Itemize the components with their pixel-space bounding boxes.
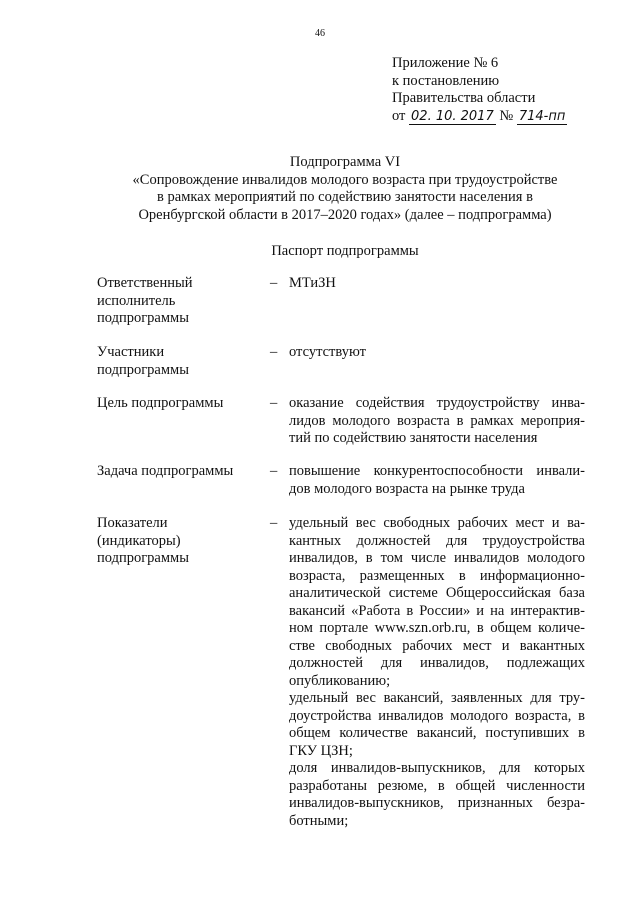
row-value	[289, 275, 585, 293]
row-value-line: вакансий «Работа в России» и на интерактив-	[289, 602, 585, 619]
row-value-line: отсутствуют	[289, 344, 366, 360]
row-value-line: разработаны резюме, в общей численности	[289, 777, 585, 794]
row-value-line: тий по содействию занятости населения	[289, 430, 538, 446]
appendix-header	[392, 55, 567, 125]
row-dash: –	[270, 515, 278, 531]
row-value-line: оказание содействия трудоустройству инва-	[289, 395, 585, 411]
row-value-line: инвалидов-выпускников, признанных безра-	[289, 795, 585, 811]
row-value-line: ботными;	[289, 812, 349, 829]
appendix-date-line	[392, 108, 567, 126]
row-value-line: общем количестве вакансий, поступивших в	[289, 725, 585, 741]
row-label	[97, 395, 262, 413]
row-dash: –	[270, 344, 278, 360]
row-label	[97, 463, 262, 481]
row-dash: –	[270, 463, 278, 479]
row-value-line: должностей для инвалидов, подлежащих	[289, 655, 585, 671]
row-label	[97, 344, 262, 379]
number-prefix: №	[499, 107, 514, 124]
row-value	[289, 344, 585, 362]
row-dash: –	[270, 395, 278, 411]
row-value-line: дов молодого возраста на рынке труда	[289, 480, 525, 497]
row-value	[289, 395, 585, 448]
row-value-line: кантных должностей для трудоустройства	[289, 532, 585, 549]
row-value-line: аналитической системе Общероссийская база	[289, 585, 585, 601]
row-label-line: (индикаторы)	[97, 532, 181, 549]
row-value-line: опубликованию;	[289, 672, 391, 689]
title-line-1: Подпрограмма VI	[289, 154, 401, 170]
row-value-line: лидов молодого возраста в рамках мероприя-	[289, 412, 585, 429]
row-label-line: подпрограммы	[97, 361, 189, 378]
row-label-line: Участники	[97, 344, 165, 360]
row-value-line: доустройства инвалидов молодого возраста, в	[289, 707, 585, 724]
title-line-3: в рамках мероприятий по содействию занятости населения в	[157, 189, 533, 205]
title-line-4: Оренбургской области в 2017–2020 годах» (далее – подпрограмма)	[138, 206, 552, 223]
row-value-line: возраста, размещенных в информационно-	[289, 567, 585, 584]
passport-title: Паспорт подпрограммы	[271, 243, 419, 259]
appendix-line-2: к постановлению	[392, 72, 500, 89]
date-prefix: от	[392, 107, 406, 124]
row-value-line: МТиЗН	[289, 275, 336, 291]
row-dash: –	[270, 275, 278, 291]
row-value-line: удельный вес свободных рабочих мест и ва-	[289, 515, 585, 531]
handwritten-number: 714-пп	[518, 108, 566, 124]
row-label-line: подпрограммы	[97, 550, 189, 566]
page-number: 46	[315, 28, 325, 39]
row-value-line: ном портале www.szn.orb.ru, в общем количе-	[289, 620, 585, 636]
row-value-line: стве свободных рабочих мест и вакантных	[289, 637, 585, 654]
row-label-line: подпрограммы	[97, 310, 189, 326]
appendix-line-1: Приложение № 6	[392, 55, 499, 71]
row-label-line: Цель подпрограммы	[97, 395, 224, 411]
row-label-line: Ответственный	[97, 275, 193, 291]
row-label	[97, 275, 262, 328]
row-label	[97, 515, 262, 568]
title-line-2: «Сопровождение инвалидов молодого возраста при трудоустройстве	[132, 171, 558, 188]
row-value-line: повышение конкурентоспособности инвали-	[289, 463, 585, 479]
appendix-line-3: Правительства области	[392, 90, 536, 106]
row-value-line: доля инвалидов-выпускников, для которых	[289, 760, 585, 776]
row-label-line: Показатели	[97, 515, 168, 531]
handwritten-date: 02. 10. 2017	[411, 108, 494, 124]
row-value	[289, 515, 585, 830]
row-label-line: Задача подпрограммы	[97, 463, 234, 479]
row-value-line: инвалидов, в том числе инвалидов молодого	[289, 550, 585, 566]
row-value	[289, 463, 585, 498]
subprogram-title	[100, 154, 590, 224]
row-value-line: удельный вес вакансий, заявленных для тру-	[289, 690, 585, 706]
row-value-line: ГКУ ЦЗН;	[289, 742, 353, 759]
row-label-line: исполнитель	[97, 292, 176, 309]
